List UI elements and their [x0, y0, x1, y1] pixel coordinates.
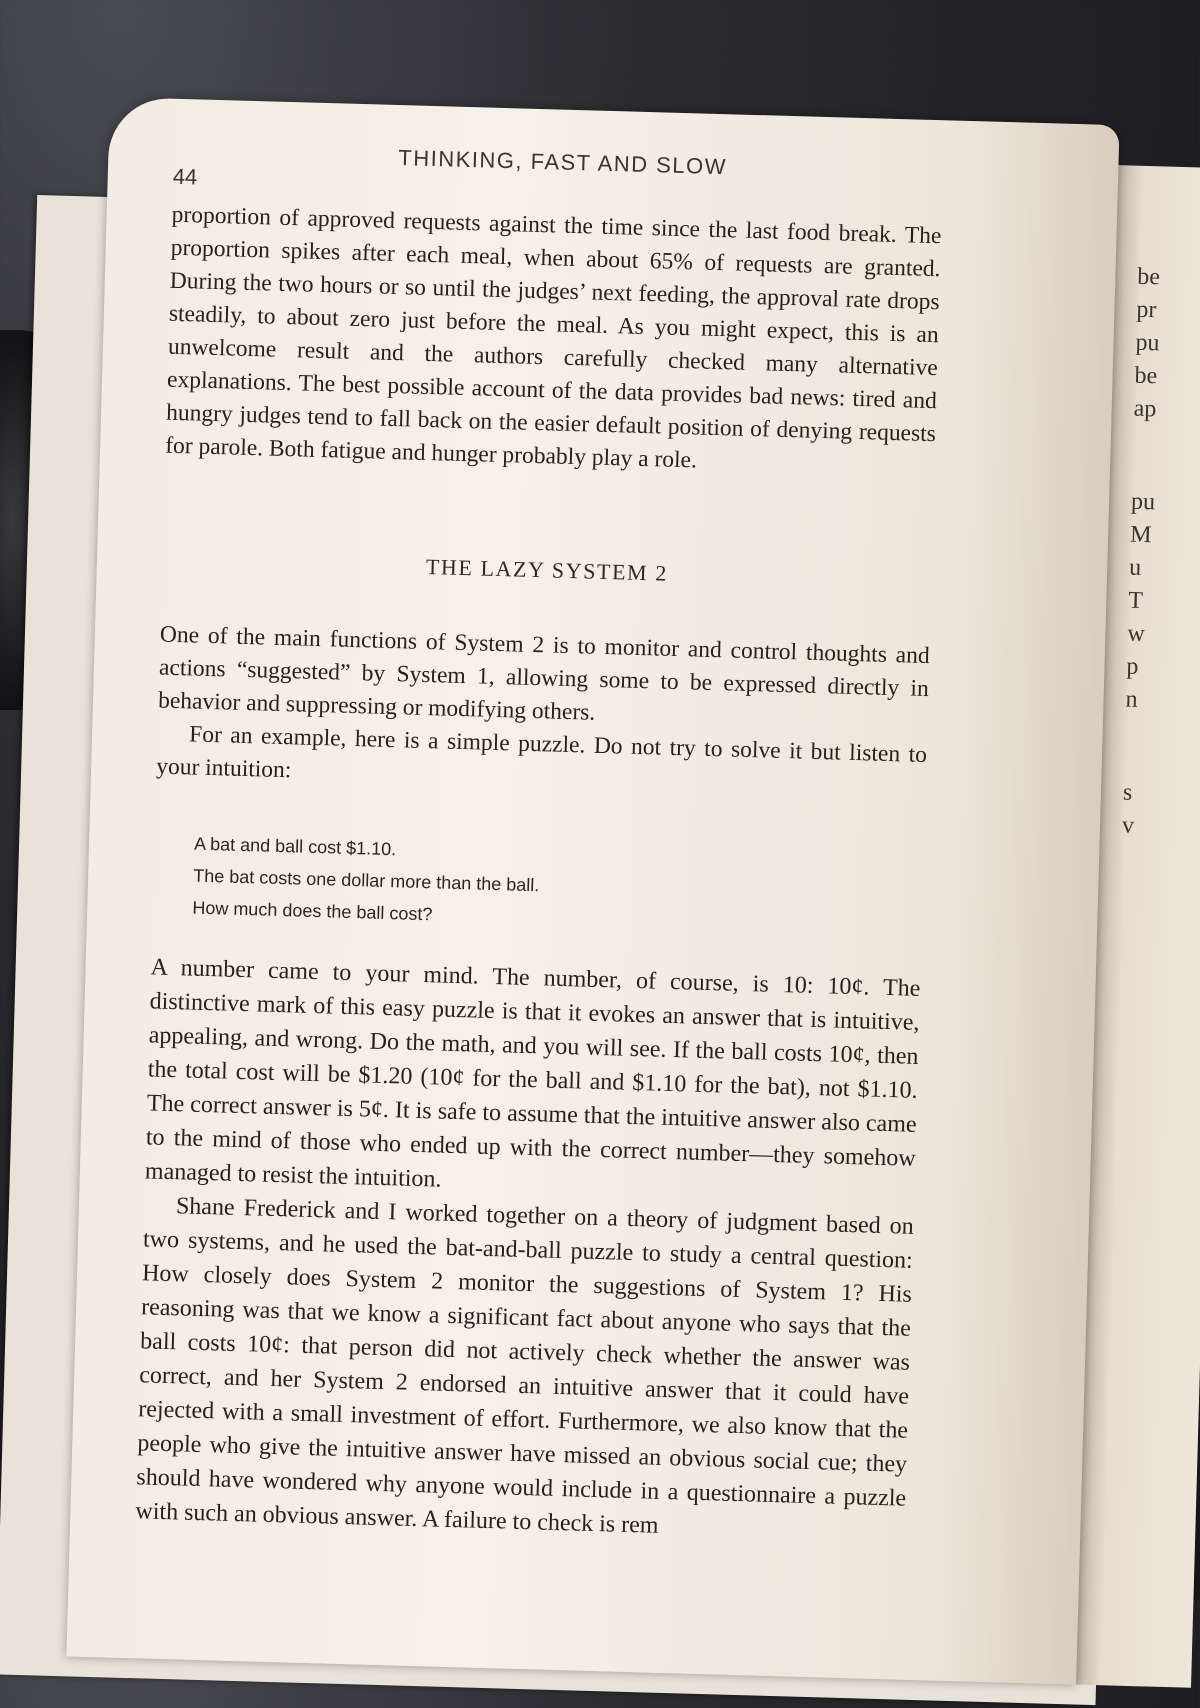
fragment: s	[1122, 779, 1133, 806]
paragraph-text: Shane Frederick and I worked together on a theory of judgment based on two systems, and he used the bat-and-ball puzzle to study a central question: How closely does System 2 monitor the suggestions of System 1? His reasoning was that we know a significant fact about anyone who says that the ball costs 10¢: that person did not actively check whether the answer was correct, and her System 2 endorsed an intuitive answer that it could have rejected with a small investment of effort. Furthermore, we also know that the people who give the intuitive answer have missed an obvious social cue; they should have wondered why anyone would include in a questionnaire a puzzle with such an obvious answer. A failure to check is rem	[135, 1193, 915, 1539]
puzzle-line: How much does the ball cost?	[192, 897, 433, 925]
fragment: ap	[1133, 395, 1157, 423]
fragment: w	[1127, 620, 1146, 648]
fragment: M	[1129, 521, 1152, 549]
page-number: 44	[172, 163, 198, 190]
open-book	[0, 95, 1200, 1687]
paragraph-text: For an example, here is a simple puzzle. Do not try to solve it but listen to your intuition:	[155, 721, 928, 784]
puzzle-line: The bat costs one dollar more than the ball.	[192, 865, 540, 896]
puzzle-line: A bat and ball cost $1.10.	[193, 833, 397, 860]
fragment: v	[1121, 812, 1135, 839]
fragment: pu	[1135, 329, 1160, 357]
paragraph-text: A number came to your mind. The number, of course, is 10: 10¢. The distinctive mark of this easy puzzle is that it evokes an answer that is intuitive, appealing, and wrong. Do the math, and you will see. If the ball costs 10¢, then the total cost will be $1.20 (10¢ for the ball and $1.10 for the bat), not $1.10. The correct answer is 5¢. It is safe to assume that the intuitive answer also came to the mind of those who ended up with the correct number—they somehow managed to resist the intuition.	[144, 954, 921, 1193]
fragment: u	[1128, 554, 1142, 581]
paragraph-text: proportion of approved requests against the time since the last food break. The proportion spikes after each meal, when about 65% of requests are granted. During the two hours or so until the judges’ next feeding, the approval rate drops steadily, to about zero just before the meal. As you might expect, this is an unwelcome result and the authors carefully checked many alternative explanations. The best possible account of the data provides bad news: tired and hungry judges tend to fall back on the easier default position of denying requests for parole. Both fatigue and hunger probably play a role.	[164, 201, 942, 474]
fragment: be	[1134, 362, 1158, 390]
fragment: be	[1136, 263, 1161, 291]
paragraph-text: One of the main functions of System 2 is to monitor and control thoughts and actions “suggested” by System 1, allowing some to be expressed directly in behavior and suppressing or modifying others.	[157, 621, 931, 726]
puzzle-block	[192, 828, 794, 941]
fragment: T	[1127, 587, 1144, 614]
section-heading: THE LAZY SYSTEM 2	[425, 553, 669, 586]
paragraph	[156, 619, 930, 805]
paragraph	[165, 199, 942, 484]
fragment: pr	[1136, 296, 1157, 324]
fragment: pu	[1130, 488, 1156, 516]
paragraph	[135, 950, 921, 1549]
fragment: n	[1125, 686, 1138, 713]
fragment: p	[1126, 653, 1139, 680]
running-title: THINKING, FAST AND SLOW	[398, 145, 728, 180]
